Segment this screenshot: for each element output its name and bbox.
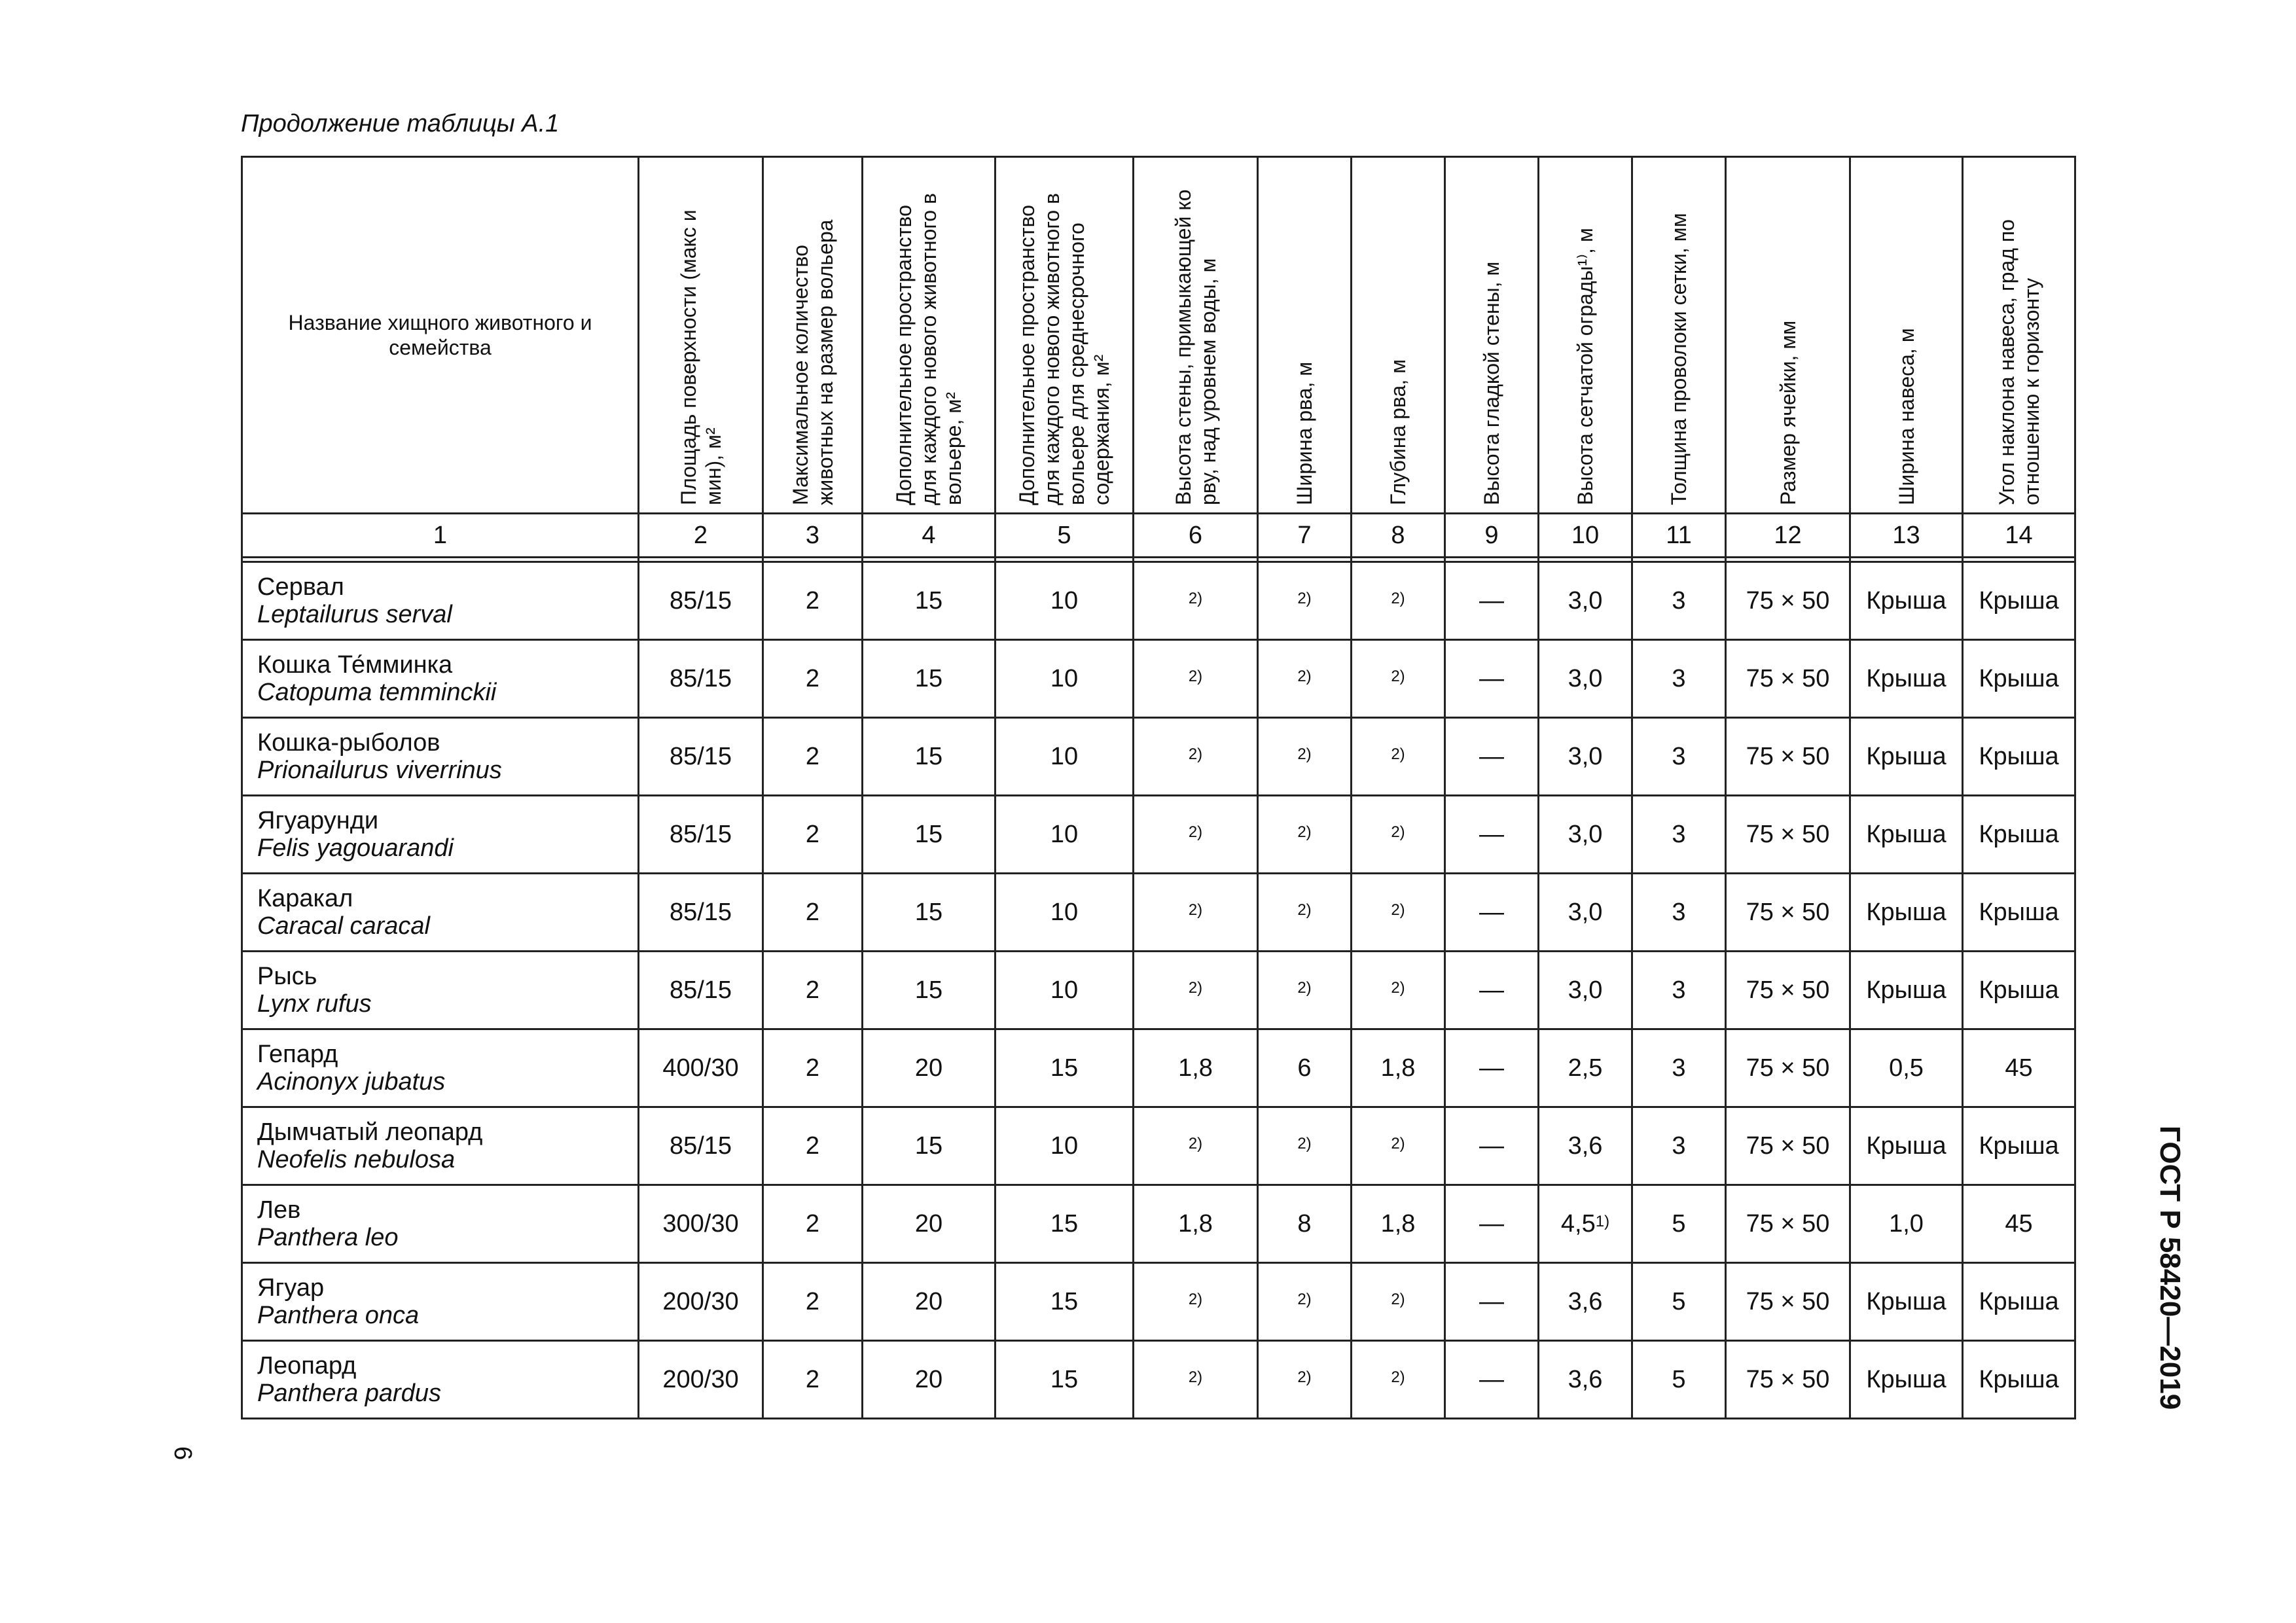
table-cell: Крыша [1963, 796, 2075, 874]
table-row [242, 796, 2075, 874]
column-header-label: Ширина рва, м [1293, 361, 1316, 505]
column-header-label: Ширина навеса, м [1894, 328, 1918, 505]
animal-name: Каракал [257, 885, 353, 912]
animal-latin-name: Felis yagouarandi [257, 834, 454, 862]
table-cell: Крыша [1963, 718, 2075, 796]
footnote-marker: 2) [1188, 745, 1203, 763]
table-row [242, 1029, 2075, 1107]
animal-latin-name: Panthera pardus [257, 1380, 441, 1407]
table-cell: 5 [1632, 1185, 1726, 1263]
animal-name-cell [242, 1185, 639, 1263]
animal-name: Леопард [257, 1352, 357, 1380]
column-header-label: Толщина проволоки сетки, мм [1667, 213, 1691, 505]
table-cell: 2 [763, 640, 863, 718]
table-cell: 85/15 [639, 562, 763, 640]
table-cell [1352, 562, 1445, 640]
table-cell: 5 [1632, 1263, 1726, 1341]
separator-cell [1352, 558, 1445, 562]
column-header-14 [1963, 157, 2075, 514]
table-cell: 1,0 [1850, 1185, 1963, 1263]
table-cell [1352, 1263, 1445, 1341]
column-number: 14 [1963, 514, 2075, 558]
column-header-label: Дополнительное пространство для каждого нового животного в вольере, м² [892, 193, 965, 505]
table-cell [1134, 952, 1258, 1029]
column-header-9 [1445, 157, 1539, 514]
animal-latin-name: Neofelis nebulosa [257, 1146, 456, 1173]
separator-cell [1963, 558, 2075, 562]
table-cell: 10 [996, 640, 1134, 718]
table-cell: 3 [1632, 1029, 1726, 1107]
animal-name: Дымчатый леопард [257, 1118, 483, 1146]
table-cell: Крыша [1850, 640, 1963, 718]
footnote-marker: 2) [1391, 1134, 1405, 1152]
table-cell: 75 × 50 [1726, 640, 1850, 718]
table-cell: Крыша [1850, 718, 1963, 796]
table-cell: 15 [996, 1341, 1134, 1419]
table-cell: 2 [763, 1107, 863, 1185]
table-cell: 75 × 50 [1726, 1263, 1850, 1341]
table-cell: 1,8 [1352, 1029, 1445, 1107]
table-cell: 3 [1632, 562, 1726, 640]
table-cell: 2 [763, 562, 863, 640]
table-cell: 15 [863, 718, 996, 796]
animal-name: Сервал [257, 573, 344, 601]
table-cell: 85/15 [639, 718, 763, 796]
table-cell: 3 [1632, 874, 1726, 952]
animal-name-cell [242, 952, 639, 1029]
animal-name-cell [242, 1029, 639, 1107]
table-cell: 15 [863, 562, 996, 640]
column-number: 5 [996, 514, 1134, 558]
page-number: 6 [169, 1446, 196, 1461]
table-cell: 15 [996, 1029, 1134, 1107]
separator-cell [639, 558, 763, 562]
column-header-label: Угол наклона навеса, град по отношению к горизонту [1994, 219, 2043, 505]
column-header-5 [996, 157, 1134, 514]
footnote-marker: 2) [1297, 901, 1312, 919]
table-cell [1352, 640, 1445, 718]
table-cell: Крыша [1850, 952, 1963, 1029]
table-row [242, 1185, 2075, 1263]
table-cell: 85/15 [639, 796, 763, 874]
column-header-10 [1539, 157, 1632, 514]
footnote-marker: 2) [1188, 823, 1203, 841]
separator-cell [1258, 558, 1352, 562]
footnote-marker: 2) [1391, 1290, 1405, 1308]
footnote-marker: 2) [1188, 667, 1203, 685]
table-row [242, 1263, 2075, 1341]
table-cell: 400/30 [639, 1029, 763, 1107]
animal-latin-name: Prionailurus viverrinus [257, 757, 502, 784]
animal-name-cell [242, 562, 639, 640]
footnote-marker: 2) [1188, 1134, 1203, 1152]
table-cell: Крыша [1963, 562, 2075, 640]
table-cell [1258, 1107, 1352, 1185]
table-cell: Крыша [1850, 1107, 1963, 1185]
column-header-label: Глубина рва, м [1386, 359, 1410, 505]
table-cell [1134, 796, 1258, 874]
animal-name-cell [242, 1107, 639, 1185]
table-body [242, 562, 2075, 1419]
table-cell: — [1445, 718, 1539, 796]
table-cell [1352, 874, 1445, 952]
column-header-3 [763, 157, 863, 514]
table-cell: 5 [1632, 1341, 1726, 1419]
column-header-label: Высота гладкой стены, м [1480, 261, 1503, 505]
table-cell: Крыша [1850, 796, 1963, 874]
table-cell: Крыша [1850, 874, 1963, 952]
table-cell: — [1445, 640, 1539, 718]
table-cell: 0,5 [1850, 1029, 1963, 1107]
table-cell: 200/30 [639, 1341, 763, 1419]
table-cell: 3,6 [1539, 1263, 1632, 1341]
table-cell: — [1445, 874, 1539, 952]
table-cell: — [1445, 1185, 1539, 1263]
table-cell: 10 [996, 952, 1134, 1029]
table-cell: Крыша [1963, 1263, 2075, 1341]
column-header-13 [1850, 157, 1963, 514]
animal-latin-name: Panthera leo [257, 1224, 399, 1251]
column-number: 4 [863, 514, 996, 558]
column-header-2 [639, 157, 763, 514]
animal-latin-name: Acinonyx jubatus [257, 1068, 446, 1096]
footnote-marker: 2) [1188, 589, 1203, 607]
table-cell: 45 [1963, 1185, 2075, 1263]
table-cell: 2 [763, 796, 863, 874]
animal-name-cell [242, 718, 639, 796]
column-number: 6 [1134, 514, 1258, 558]
animal-name: Лев [257, 1196, 301, 1224]
column-header-4 [863, 157, 996, 514]
column-number: 11 [1632, 514, 1726, 558]
footnote-marker: 2) [1391, 1368, 1405, 1386]
table-cell: — [1445, 1029, 1539, 1107]
table-cell: 3,0 [1539, 718, 1632, 796]
table-cell: 4,5$^{1)}$ [1539, 1185, 1632, 1263]
table-cell [1134, 640, 1258, 718]
table-cell: Крыша [1963, 874, 2075, 952]
table-cell: 3 [1632, 718, 1726, 796]
table-cell: 2 [763, 874, 863, 952]
table-cell: — [1445, 952, 1539, 1029]
separator-cell [1726, 558, 1850, 562]
table-cell [1258, 640, 1352, 718]
separator-cell [863, 558, 996, 562]
animal-latin-name: Leptailurus serval [257, 601, 452, 628]
table-row [242, 874, 2075, 952]
header-separator [242, 558, 2075, 562]
table-cell: 75 × 50 [1726, 1185, 1850, 1263]
footnote-marker: 2) [1391, 823, 1405, 841]
footnote-marker: 2) [1188, 1290, 1203, 1308]
table-cell [1258, 874, 1352, 952]
table-cell: 3,0 [1539, 952, 1632, 1029]
table-cell: 15 [863, 640, 996, 718]
table-cell [1258, 562, 1352, 640]
table-cell [1258, 952, 1352, 1029]
table-cell: 6 [1258, 1029, 1352, 1107]
table-cell [1258, 1341, 1352, 1419]
table-cell: 2 [763, 1263, 863, 1341]
footnote-marker: 1) [1595, 1212, 1610, 1230]
table-cell: 300/30 [639, 1185, 763, 1263]
table-cell: 10 [996, 874, 1134, 952]
column-header-label: Название хищного животного и семейства [288, 311, 592, 359]
animal-name: Рысь [257, 963, 317, 990]
footnote-marker: 2) [1391, 745, 1405, 763]
animal-latin-name: Catopuma temminckii [257, 679, 497, 706]
table-cell: 15 [863, 796, 996, 874]
column-header-6 [1134, 157, 1258, 514]
table-cell: 85/15 [639, 874, 763, 952]
table-cell: 1,8 [1134, 1029, 1258, 1107]
column-number: 7 [1258, 514, 1352, 558]
table-cell: 75 × 50 [1726, 1107, 1850, 1185]
table-cell: 3 [1632, 640, 1726, 718]
table-cell [1134, 1341, 1258, 1419]
footnote-marker: 2) [1297, 589, 1312, 607]
footnote-marker: 2) [1297, 745, 1312, 763]
table-cell: 2 [763, 718, 863, 796]
column-number: 9 [1445, 514, 1539, 558]
separator-cell [763, 558, 863, 562]
table-cell: 2,5 [1539, 1029, 1632, 1107]
table-cell: — [1445, 1263, 1539, 1341]
table-cell: 2 [763, 1185, 863, 1263]
table-caption: Продолжение таблицы А.1 [241, 110, 560, 137]
table-cell: Крыша [1850, 1263, 1963, 1341]
footnote-marker: 2) [1188, 1368, 1203, 1386]
footnote-marker: 2) [1297, 667, 1312, 685]
table-cell: 75 × 50 [1726, 1341, 1850, 1419]
footnote-marker: 2) [1297, 978, 1312, 997]
table-cell: 15 [996, 1185, 1134, 1263]
table-cell: 15 [863, 874, 996, 952]
column-header-label: Максимальное количество животных на размер вольера [788, 219, 837, 505]
column-header-12 [1726, 157, 1850, 514]
separator-cell [1632, 558, 1726, 562]
column-header-label: Высота стены, примыкающей ко рву, над уровнем воды, м [1171, 189, 1220, 505]
table-cell: 15 [996, 1263, 1134, 1341]
column-number: 3 [763, 514, 863, 558]
header-row [242, 157, 2075, 514]
animal-name: Кошка Те́мминка [257, 651, 453, 679]
table-cell: Крыша [1963, 952, 2075, 1029]
table-cell: 3,6 [1539, 1107, 1632, 1185]
footnote-marker: 2) [1297, 1290, 1312, 1308]
table-cell: 2 [763, 1029, 863, 1107]
table-cell: 85/15 [639, 1107, 763, 1185]
table-cell: 85/15 [639, 640, 763, 718]
separator-cell [242, 558, 639, 562]
column-number: 12 [1726, 514, 1850, 558]
table-cell: 1,8 [1134, 1185, 1258, 1263]
table-cell [1352, 1341, 1445, 1419]
table-cell: 3,0 [1539, 640, 1632, 718]
separator-cell [1539, 558, 1632, 562]
table-cell: 8 [1258, 1185, 1352, 1263]
column-header-label: Дополнительное пространство для каждого нового животного в вольере для среднесрочного содержания, м² [1015, 193, 1113, 505]
table-cell: 3,0 [1539, 874, 1632, 952]
table-cell: 85/15 [639, 952, 763, 1029]
table-cell: 75 × 50 [1726, 1029, 1850, 1107]
table-cell [1134, 562, 1258, 640]
animal-name-cell [242, 796, 639, 874]
table-cell: 20 [863, 1263, 996, 1341]
table-cell [1352, 952, 1445, 1029]
table-cell: 2 [763, 952, 863, 1029]
animal-latin-name: Lynx rufus [257, 990, 372, 1018]
column-header-label: Высота сетчатой ограды¹⁾, м [1573, 228, 1597, 505]
table-row [242, 562, 2075, 640]
carnivore-enclosure-table [241, 156, 2076, 1419]
table-cell [1258, 718, 1352, 796]
animal-latin-name: Panthera onca [257, 1302, 420, 1329]
table-cell: 10 [996, 1107, 1134, 1185]
footnote-marker: 2) [1297, 1134, 1312, 1152]
table-cell: 75 × 50 [1726, 796, 1850, 874]
table-cell: 20 [863, 1029, 996, 1107]
table-row [242, 1341, 2075, 1419]
table-cell: Крыша [1963, 640, 2075, 718]
footnote-marker: 2) [1391, 589, 1405, 607]
table-cell [1258, 1263, 1352, 1341]
column-numbers-row [242, 514, 2075, 558]
separator-cell [1445, 558, 1539, 562]
table-cell: 3,6 [1539, 1341, 1632, 1419]
table-cell: 3 [1632, 952, 1726, 1029]
table-cell: 15 [863, 952, 996, 1029]
table-cell: 200/30 [639, 1263, 763, 1341]
table-cell [1352, 718, 1445, 796]
table-cell: 10 [996, 718, 1134, 796]
table-cell [1134, 718, 1258, 796]
table-cell: — [1445, 796, 1539, 874]
column-number: 1 [242, 514, 639, 558]
animal-name-cell [242, 1341, 639, 1419]
table-row [242, 952, 2075, 1029]
column-number: 13 [1850, 514, 1963, 558]
column-header-11 [1632, 157, 1726, 514]
table-cell [1134, 874, 1258, 952]
footnote-marker: 2) [1297, 823, 1312, 841]
table-cell: 10 [996, 562, 1134, 640]
table-cell: 45 [1963, 1029, 2075, 1107]
animal-name: Гепард [257, 1041, 338, 1068]
table-row [242, 718, 2075, 796]
animal-latin-name: Caracal caracal [257, 912, 430, 940]
animal-name-cell [242, 874, 639, 952]
table-cell [1352, 796, 1445, 874]
table-cell: — [1445, 1107, 1539, 1185]
table-cell: Крыша [1850, 562, 1963, 640]
table-row [242, 1107, 2075, 1185]
column-header-label: Площадь поверхности (макс и мин), м² [676, 209, 725, 505]
footnote-marker: 2) [1391, 978, 1405, 997]
table-cell [1134, 1263, 1258, 1341]
table-cell: 20 [863, 1341, 996, 1419]
table-cell [1134, 1107, 1258, 1185]
column-header-1 [242, 157, 639, 514]
document-id: ГОСТ Р 58420—2019 [2154, 1126, 2186, 1410]
animal-name: Ягуарунди [257, 807, 379, 834]
table-cell: 20 [863, 1185, 996, 1263]
table-cell: 75 × 50 [1726, 562, 1850, 640]
table-cell: 75 × 50 [1726, 952, 1850, 1029]
table-cell: 3,0 [1539, 796, 1632, 874]
table-cell: 10 [996, 796, 1134, 874]
table-cell: 1,8 [1352, 1185, 1445, 1263]
table-cell: 3,0 [1539, 562, 1632, 640]
table-cell: 3 [1632, 1107, 1726, 1185]
table-cell: Крыша [1963, 1107, 2075, 1185]
column-header-label: Размер ячейки, мм [1776, 320, 1800, 505]
table-cell [1258, 796, 1352, 874]
table-cell: Крыша [1963, 1341, 2075, 1419]
separator-cell [996, 558, 1134, 562]
animal-name: Ягуар [257, 1274, 325, 1302]
animal-name: Кошка-рыболов [257, 729, 440, 757]
column-number: 8 [1352, 514, 1445, 558]
column-number: 10 [1539, 514, 1632, 558]
table-cell: — [1445, 1341, 1539, 1419]
animal-name-cell [242, 1263, 639, 1341]
column-header-7 [1258, 157, 1352, 514]
table-cell [1352, 1107, 1445, 1185]
separator-cell [1134, 558, 1258, 562]
table-cell: 15 [863, 1107, 996, 1185]
table-row [242, 640, 2075, 718]
table-cell: — [1445, 562, 1539, 640]
animal-name-cell [242, 640, 639, 718]
column-number: 2 [639, 514, 763, 558]
separator-cell [1850, 558, 1963, 562]
table-cell: 75 × 50 [1726, 874, 1850, 952]
footnote-marker: 2) [1391, 667, 1405, 685]
column-header-8 [1352, 157, 1445, 514]
footnote-marker: 2) [1188, 901, 1203, 919]
footnote-marker: 2) [1297, 1368, 1312, 1386]
table-cell: 2 [763, 1341, 863, 1419]
table-cell: 3 [1632, 796, 1726, 874]
footnote-marker: 2) [1391, 901, 1405, 919]
footnote-marker: 2) [1188, 978, 1203, 997]
table-cell: 75 × 50 [1726, 718, 1850, 796]
table-cell: Крыша [1850, 1341, 1963, 1419]
